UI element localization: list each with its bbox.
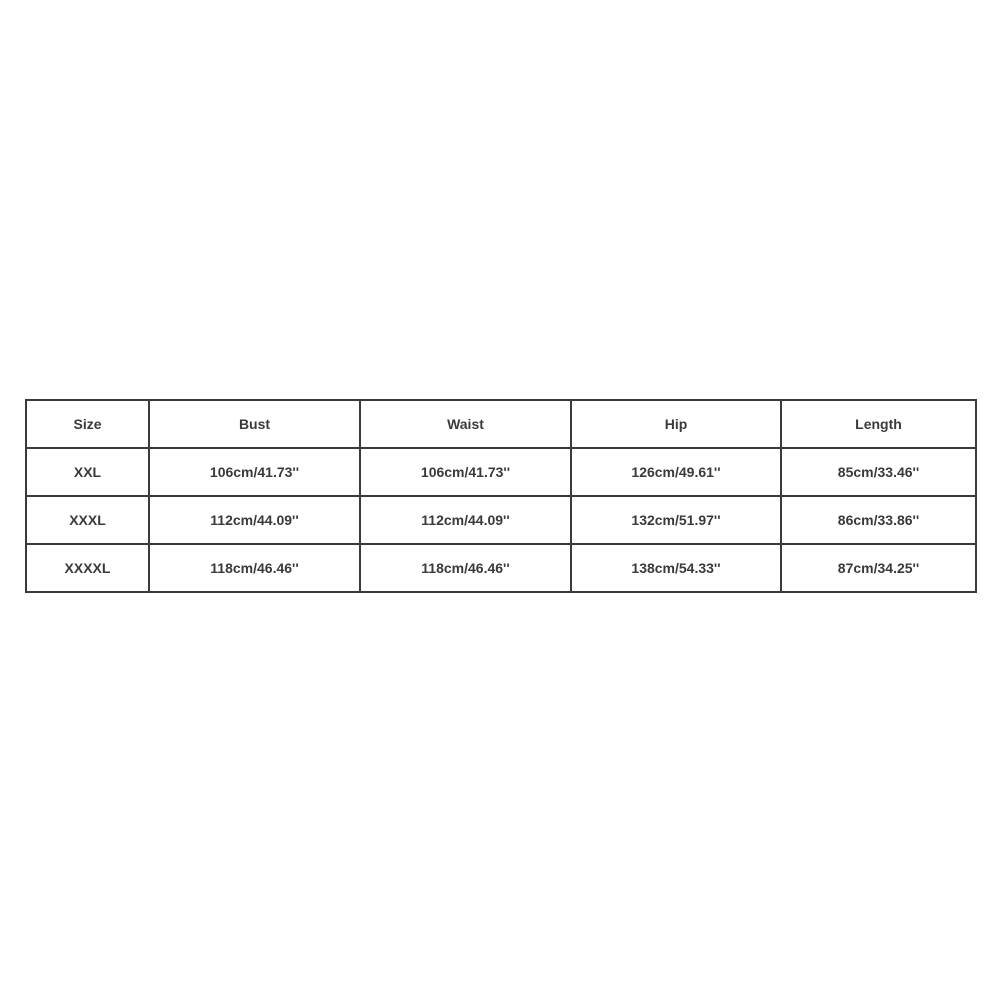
header-size: Size — [26, 400, 149, 448]
cell-waist: 112cm/44.09'' — [360, 496, 571, 544]
cell-length: 85cm/33.46'' — [781, 448, 976, 496]
header-bust: Bust — [149, 400, 360, 448]
header-waist: Waist — [360, 400, 571, 448]
cell-length: 86cm/33.86'' — [781, 496, 976, 544]
table-header-row — [26, 400, 976, 448]
size-chart-table — [25, 399, 977, 593]
cell-size: XXL — [26, 448, 149, 496]
cell-size: XXXL — [26, 496, 149, 544]
cell-bust: 118cm/46.46'' — [149, 544, 360, 592]
cell-waist: 118cm/46.46'' — [360, 544, 571, 592]
table-row — [26, 496, 976, 544]
table-row — [26, 544, 976, 592]
table-row — [26, 448, 976, 496]
cell-waist: 106cm/41.73'' — [360, 448, 571, 496]
header-length: Length — [781, 400, 976, 448]
cell-bust: 112cm/44.09'' — [149, 496, 360, 544]
cell-length: 87cm/34.25'' — [781, 544, 976, 592]
header-hip: Hip — [571, 400, 781, 448]
cell-hip: 126cm/49.61'' — [571, 448, 781, 496]
cell-size: XXXXL — [26, 544, 149, 592]
cell-bust: 106cm/41.73'' — [149, 448, 360, 496]
cell-hip: 138cm/54.33'' — [571, 544, 781, 592]
cell-hip: 132cm/51.97'' — [571, 496, 781, 544]
